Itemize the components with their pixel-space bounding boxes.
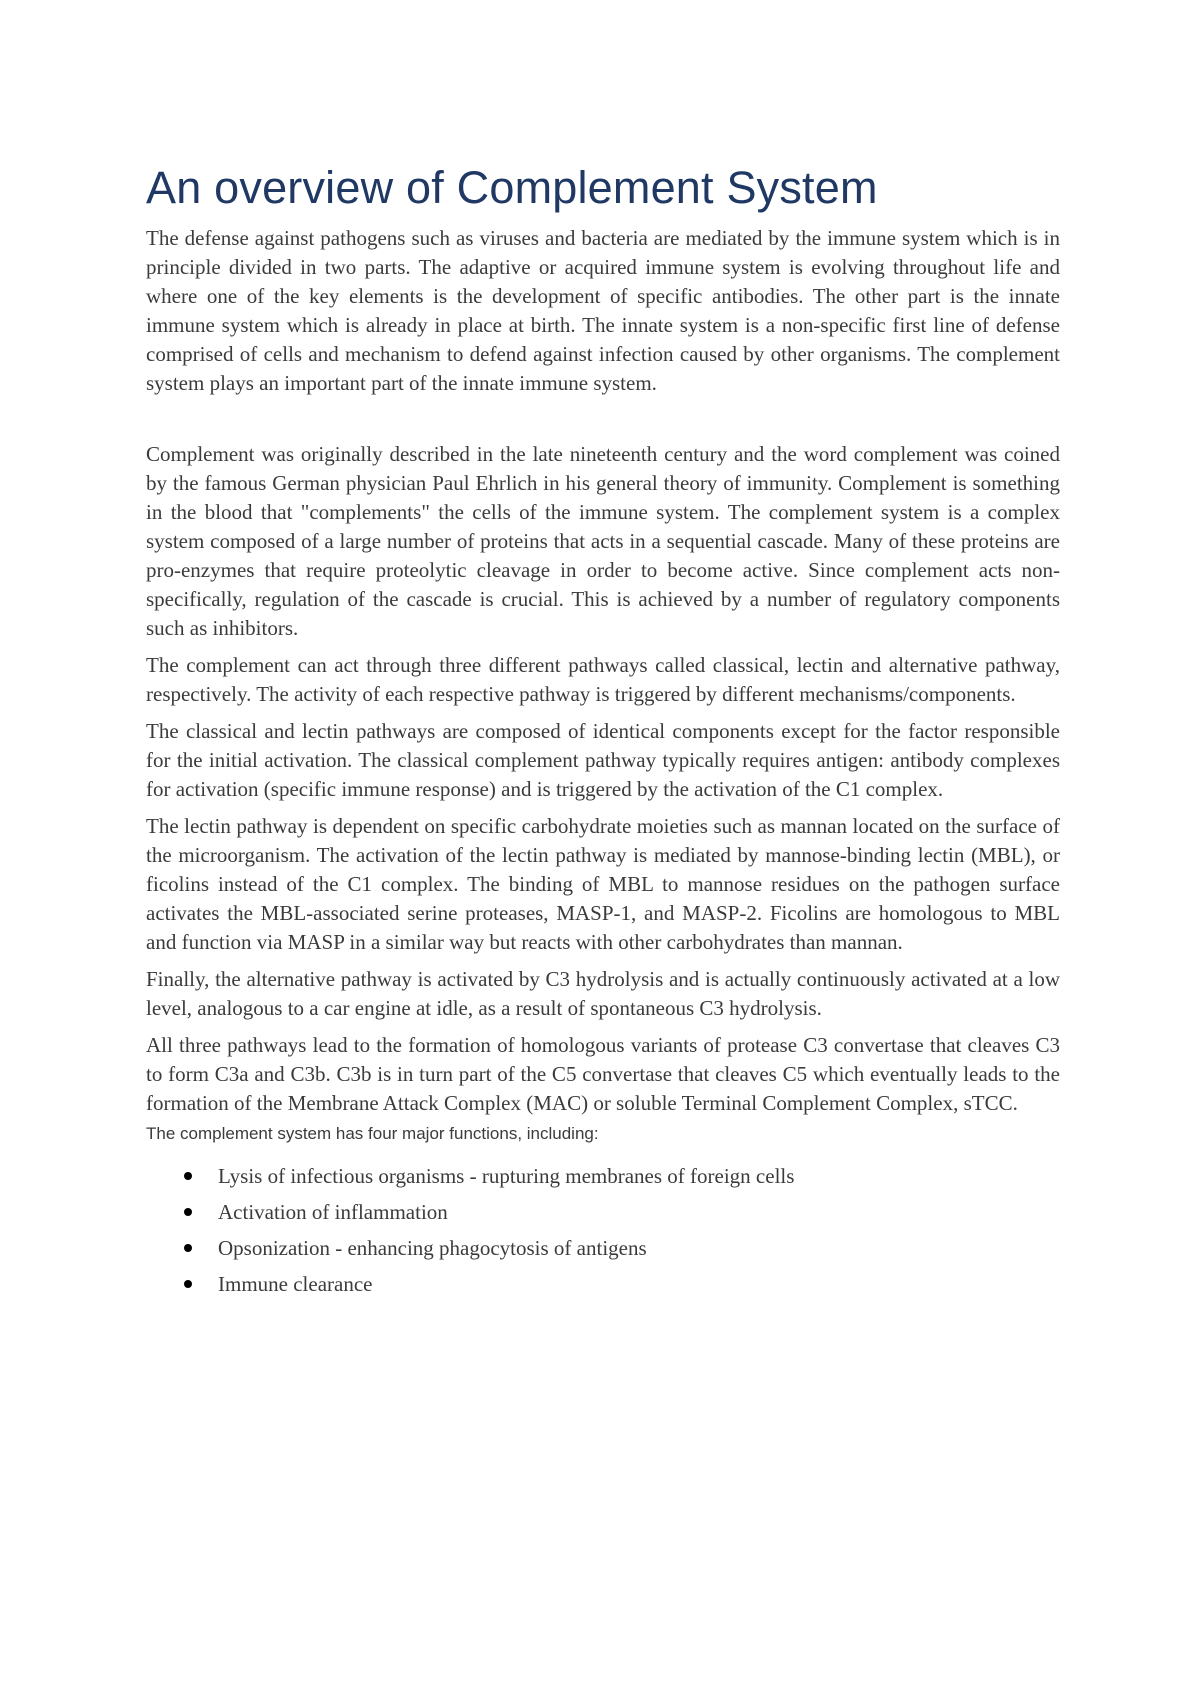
list-item bbox=[184, 1266, 1060, 1302]
paragraph-c3-convertase: All three pathways lead to the formation of homologous variants of protease C3 convertase that cleaves C3 to form C3a and C3b. C3b is in turn part of the C5 convertase that cleaves C5 which eventually leads to the formation of the Membrane Attack Complex (MAC) or soluble Terminal Complement Complex, sTCC. bbox=[146, 1033, 1060, 1115]
paragraph-classical-pathway: The classical and lectin pathways are composed of identical components except for the factor responsible for the initial activation. The classical complement pathway typically requires antigen: antibody complexes for activation (specific immune response) and is triggered by the activation of the C1 complex. bbox=[146, 719, 1060, 801]
bullet-icon bbox=[184, 1172, 192, 1180]
paragraph-three-pathways: The complement can act through three different pathways called classical, lectin and alternative pathway, respectively. The activity of each respective pathway is triggered by different mechanisms/components. bbox=[146, 653, 1060, 706]
list-item bbox=[184, 1158, 1060, 1194]
document-title: An overview of Complement System bbox=[146, 162, 878, 213]
list-item-text: Immune clearance bbox=[218, 1272, 373, 1296]
list-item-text: Activation of inflammation bbox=[218, 1200, 448, 1224]
bullet-icon bbox=[184, 1280, 192, 1288]
document-page bbox=[146, 160, 1060, 1302]
list-item bbox=[184, 1230, 1060, 1266]
bullet-icon bbox=[184, 1208, 192, 1216]
functions-list bbox=[146, 1158, 1060, 1302]
list-item-text: Lysis of infectious organisms - rupturing membranes of foreign cells bbox=[218, 1164, 795, 1188]
paragraph-immune-system-intro: The defense against pathogens such as viruses and bacteria are mediated by the immune system which is in principle divided in two parts. The adaptive or acquired immune system is evolving throughout life and where one of the key elements is the development of specific antibodies. The other part is the innate immune system which is already in place at birth. The innate system is a non-specific first line of defense comprised of cells and mechanism to defend against infection caused by other organisms. The complement system plays an important part of the innate immune system. bbox=[146, 226, 1060, 395]
list-item-text: Opsonization - enhancing phagocytosis of antigens bbox=[218, 1236, 647, 1260]
bullet-icon bbox=[184, 1244, 192, 1252]
paragraph-alternative-pathway: Finally, the alternative pathway is activated by C3 hydrolysis and is actually continuously activated at a low level, analogous to a car engine at idle, as a result of spontaneous C3 hydrolysis. bbox=[146, 967, 1060, 1020]
functions-intro: The complement system has four major functions, including: bbox=[146, 1124, 599, 1143]
list-item bbox=[184, 1194, 1060, 1230]
paragraph-complement-history: Complement was originally described in the late nineteenth century and the word complement was coined by the famous German physician Paul Ehrlich in his general theory of immunity. Complement is something in the blood that "complements" the cells of the immune system. The complement system is a complex system composed of a large number of proteins that acts in a sequential cascade. Many of these proteins are pro-enzymes that require proteolytic cleavage in order to become active. Since complement acts non-specifically, regulation of the cascade is crucial. This is achieved by a number of regulatory components such as inhibitors. bbox=[146, 442, 1060, 640]
paragraph-lectin-pathway: The lectin pathway is dependent on specific carbohydrate moieties such as mannan located on the surface of the microorganism. The activation of the lectin pathway is mediated by mannose-binding lectin (MBL), or ficolins instead of the C1 complex. The binding of MBL to mannose residues on the pathogen surface activates the MBL-associated serine proteases, MASP-1, and MASP-2. Ficolins are homologous to MBL and function via MASP in a similar way but reacts with other carbohydrates than mannan. bbox=[146, 814, 1060, 954]
